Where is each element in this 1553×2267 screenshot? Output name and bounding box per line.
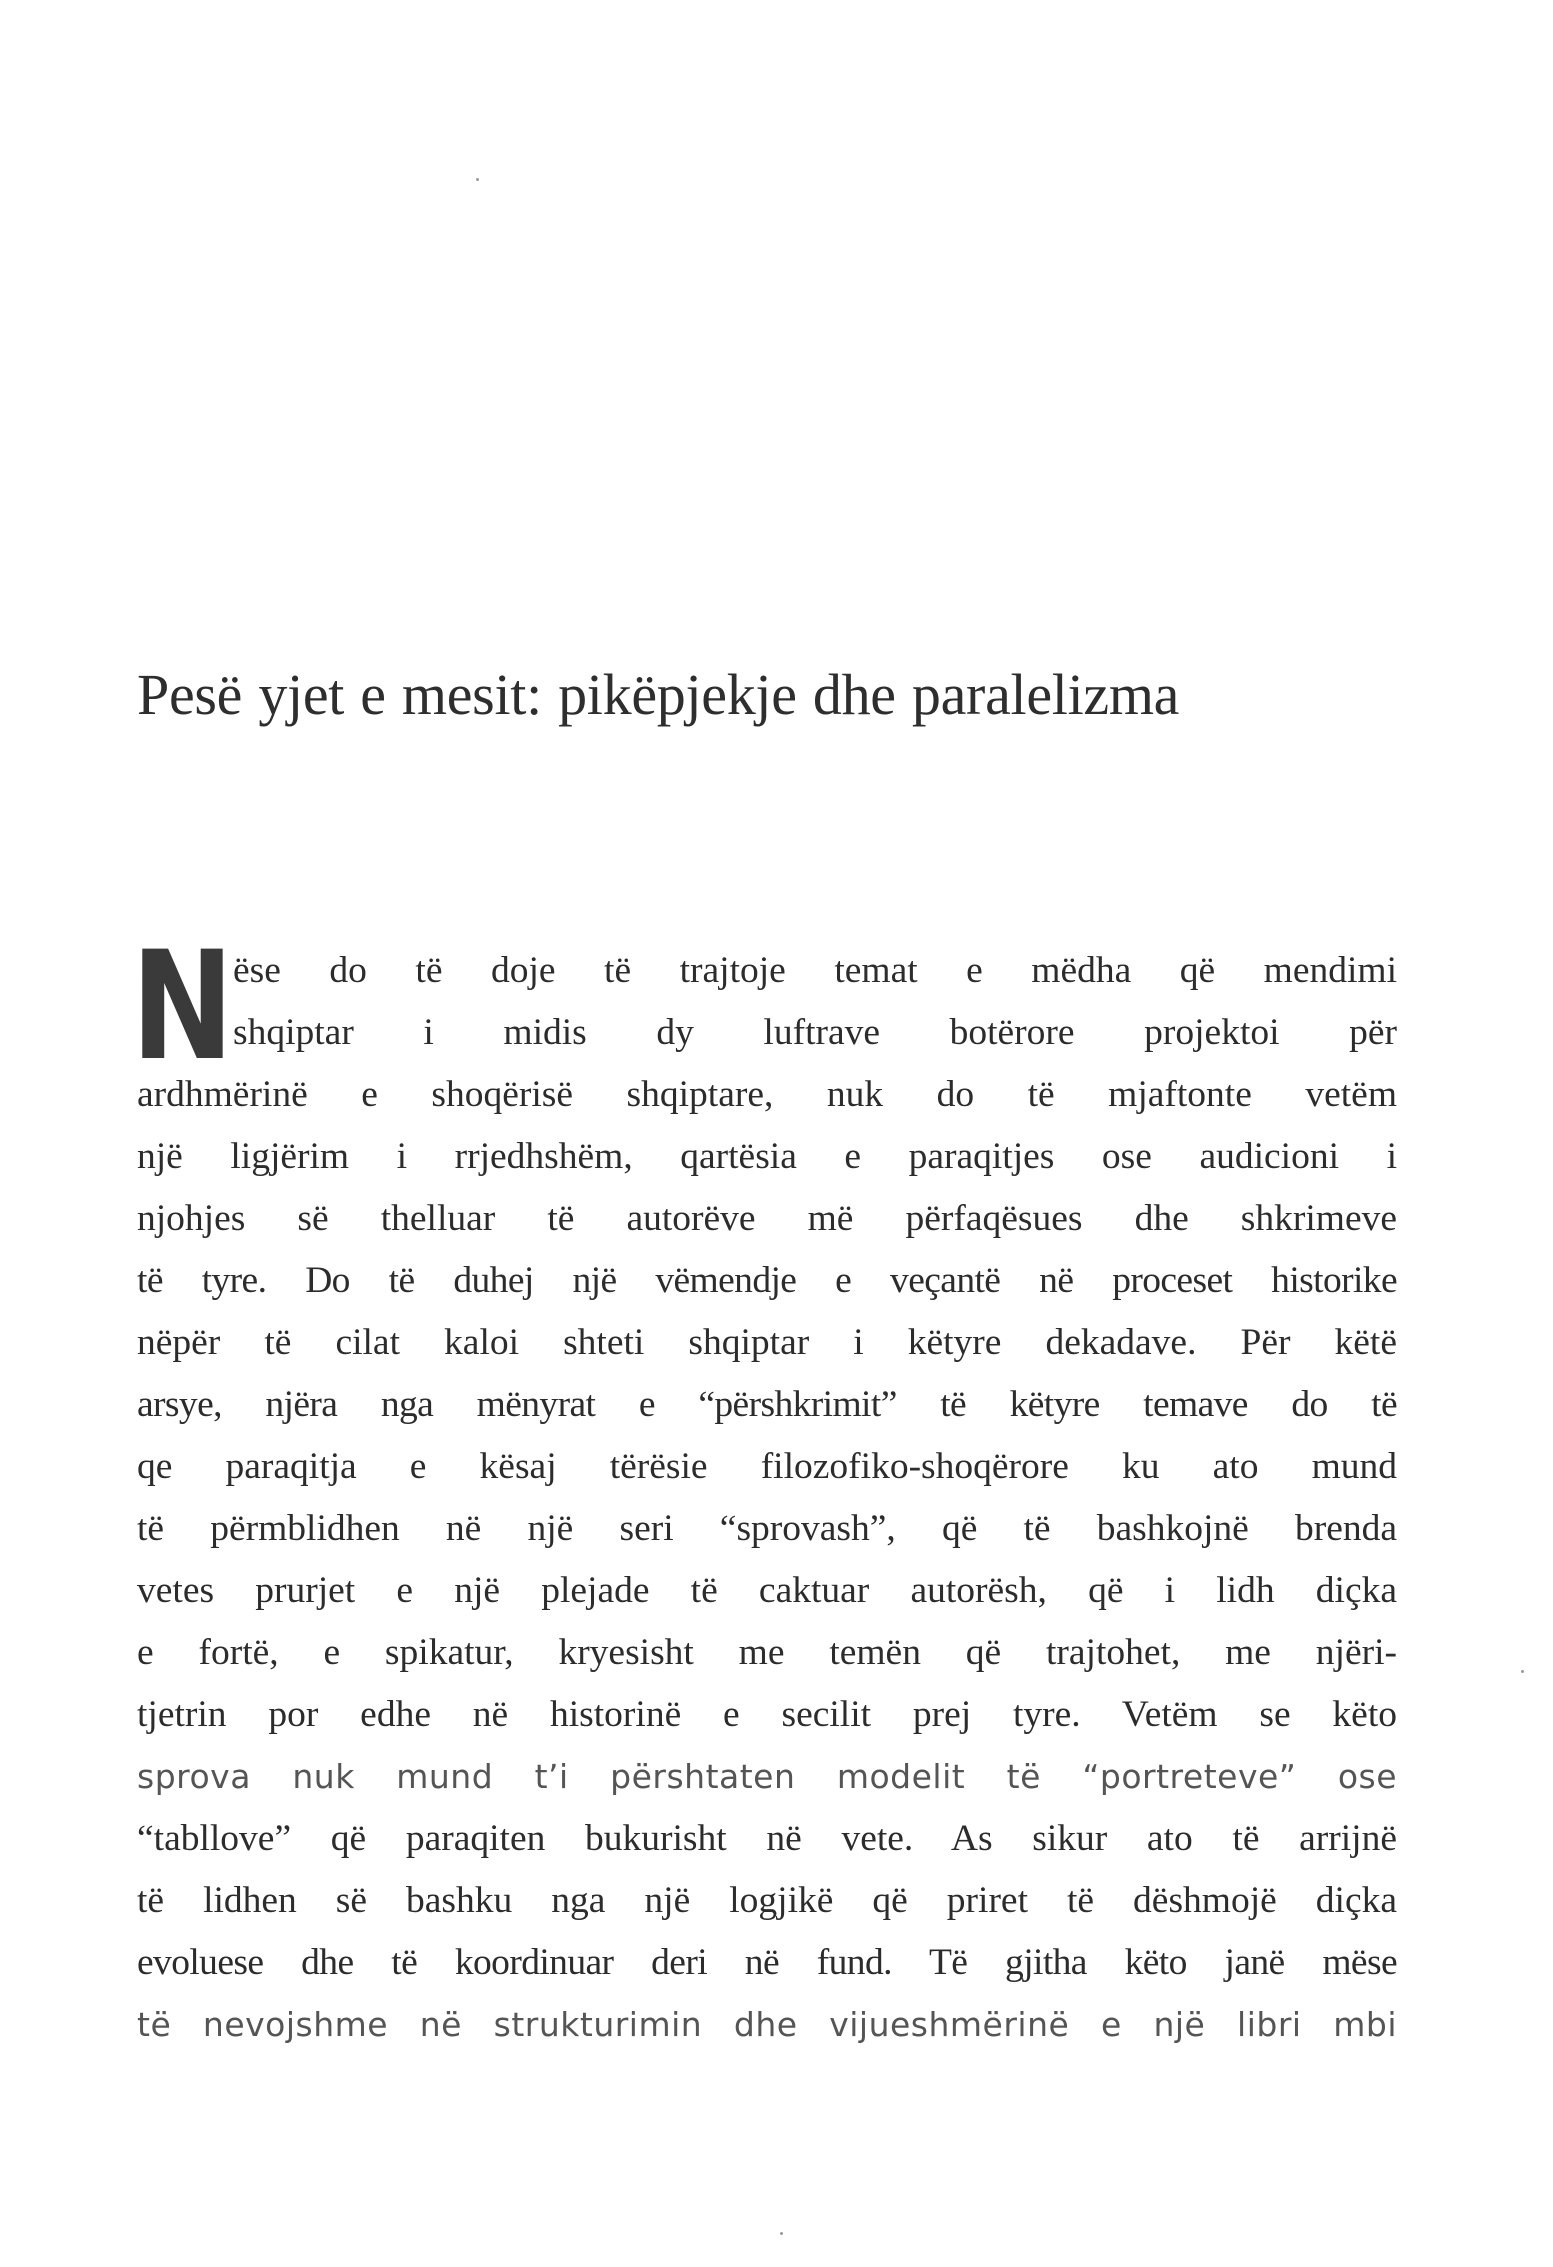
text-line: ëse do të doje të trajtoje temat e mëdha që mendimi — [233, 950, 1397, 991]
text-line: vetes prurjet e një plejade të caktuar autorësh, që i lidh diçka — [137, 1570, 1397, 1611]
text-line: sprova nuk mund t’i përshtaten modelit të “portreteve” ose — [137, 1757, 1397, 1796]
drop-cap-letter: N — [131, 920, 234, 1094]
scan-speck — [476, 178, 479, 181]
text-line: të tyre. Do të duhej një vëmendje e veçantë në proceset historike — [137, 1260, 1397, 1301]
text-line: shqiptar i midis dy luftrave botërore projektoi për — [233, 1012, 1397, 1053]
text-line: njohjes së thelluar të autorëve më përfaqësues dhe shkrimeve — [137, 1198, 1397, 1239]
drop-cap-block — [131, 920, 1397, 1094]
text-line: të lidhen së bashku nga një logjikë që priret të dëshmojë diçka — [137, 1880, 1397, 1921]
text-line: evoluese dhe të koordinuar deri në fund. Të gjitha këto janë mëse — [137, 1942, 1397, 1983]
text-line: nëpër të cilat kaloi shteti shqiptar i këtyre dekadave. Për këtë — [137, 1322, 1397, 1363]
text-line: arsye, njëra nga mënyrat e “përshkrimit” të këtyre temave do të — [137, 1384, 1397, 1425]
text-line: “tabllove” që paraqiten bukurisht në vete. As sikur ato të arrijnë — [137, 1818, 1397, 1859]
text-line: e fortë, e spikatur, kryesisht me temën që trajtohet, me njëri- — [137, 1632, 1397, 1673]
text-line: të nevojshme në strukturimin dhe vijueshmërinë e një libri mbi — [137, 2005, 1397, 2044]
scan-speck — [780, 2232, 783, 2235]
text-line: qe paraqitja e kësaj tërësie filozofiko-shoqërore ku ato mund — [137, 1446, 1397, 1487]
text-line: të përmblidhen në një seri “sprovash”, që të bashkojnë brenda — [137, 1508, 1397, 1549]
scan-speck — [1521, 1670, 1524, 1673]
text-line: ardhmërinë e shoqërisë shqiptare, nuk do të mjaftonte vetëm — [137, 1074, 1397, 1115]
chapter-title: Pesë yjet e mesit: pikëpjekje dhe paralelizma — [137, 662, 1180, 727]
text-line: tjetrin por edhe në historinë e secilit prej tyre. Vetëm se këto — [137, 1694, 1397, 1735]
text-line: një ligjërim i rrjedhshëm, qartësia e paraqitjes ose audicioni i — [137, 1136, 1397, 1177]
body-paragraph — [131, 920, 1397, 2056]
